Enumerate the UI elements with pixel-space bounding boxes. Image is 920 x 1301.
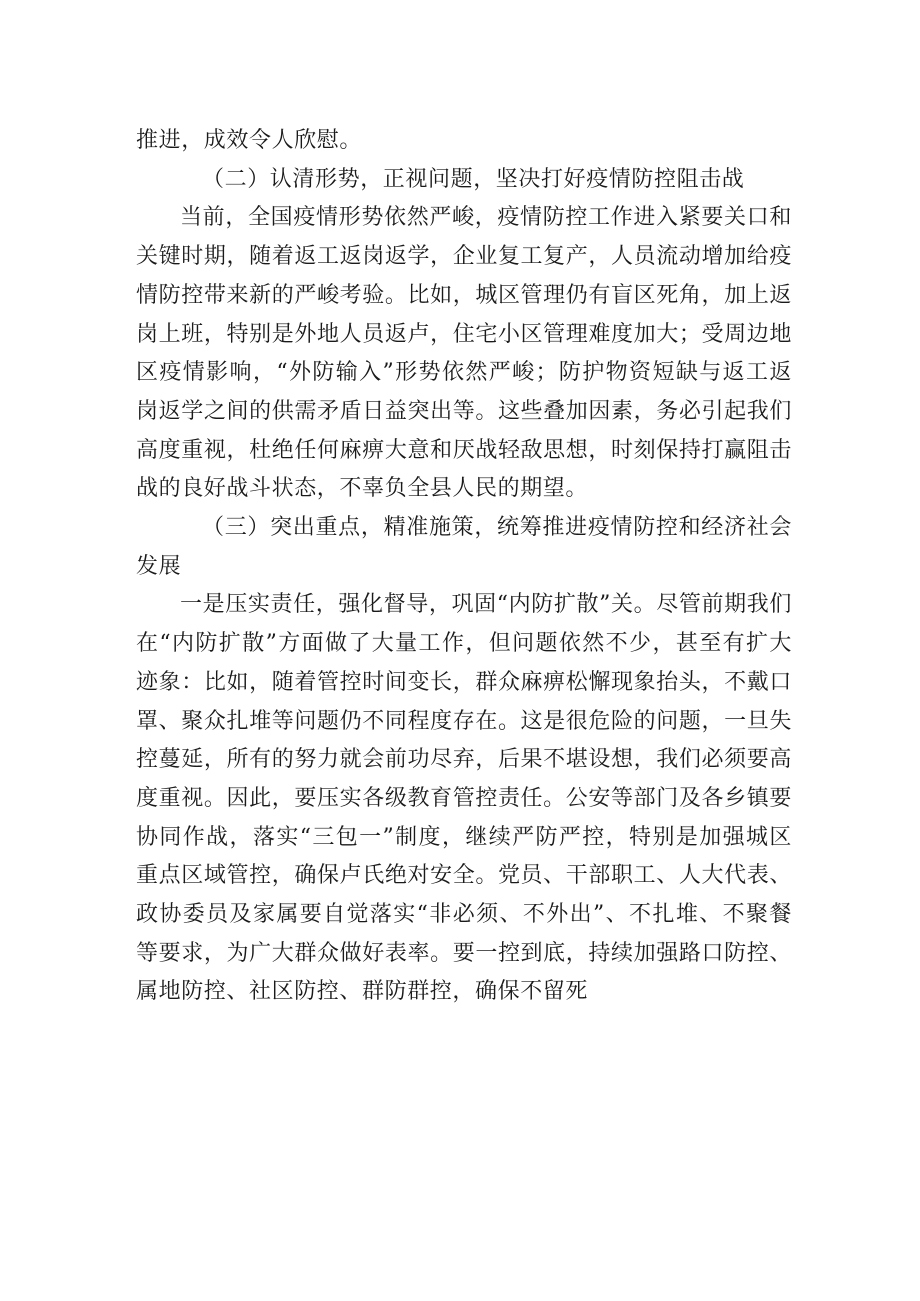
paragraph-responsibility: 一是压实责任，强化督导，巩固“内防扩散”关。尽管前期我们在“内防扩散”方面做了大量工作，但问题依然不少，甚至有扩大迹象：比如，随着管控时间变长，群众麻痹松懈现象抬头，不戴口罩、聚众扎堆等问题仍不同程度存在。这是很危险的问题，一旦失控蔓延，所有的努力就会前功尽弃，后果不堪设想，我们必须要高度重视。因此，要压实各级教育管控责任。公安等部门及各乡镇要协同作战，落实“三包一”制度，继续严防严控，特别是加强城区重点区域管控，确保卢氏绝对安全。党员、干部职工、人大代表、政协委员及家属要自觉落实“非必须、不外出”、不扎堆、不聚餐等要求，为广大群众做好表率。要一控到底，持续加强路口防控、属地防控、社区防控、群防群控，确保不留死 bbox=[136, 592, 792, 1005]
document-body bbox=[136, 122, 792, 1012]
section-heading-two: （二）认清形势，正视问题，坚决打好疫情防控阻击战 bbox=[202, 166, 745, 192]
paragraph-continuation: 推进，成效令人欣慰。 bbox=[136, 128, 363, 153]
paragraph-current-situation: 当前，全国疫情形势依然严峻，疫情防控工作进入紧要关口和关键时期，随着返工返岗返学，企业复工复产，人员流动增加给疫情防控带来新的严峻考验。比如，城区管理仍有盲区死角，加上返岗上班，特别是外地人员返卢，住宅小区管理难度加大；受周边地区疫情影响，“外防输入”形势依然严峻；防护物资短缺与返工返岗返学之间的供需矛盾日益突出等。这些叠加因素，务必引起我们高度重视，杜绝任何麻痹大意和厌战轻敌思想，时刻保持打赢阻击战的良好战斗状态，不辜负全县人民的期望。 bbox=[136, 205, 792, 502]
section-heading-three: （三）突出重点，精准施策，统筹推进疫情防控和经济社会发展 bbox=[136, 515, 792, 579]
